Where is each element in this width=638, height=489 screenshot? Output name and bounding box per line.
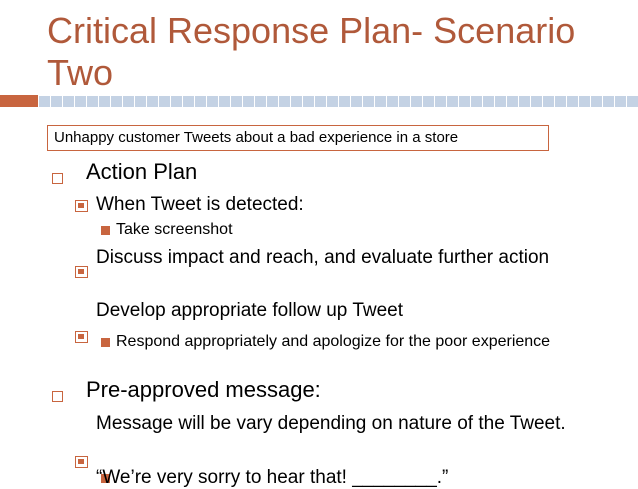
bullet-level2: When Tweet is detected: — [96, 194, 304, 215]
bullet-level1: Action Plan — [86, 159, 198, 184]
bullet-square-icon — [75, 266, 88, 278]
bullet-level2: Discuss impact and reach, and evaluate further action — [96, 247, 550, 268]
bullet-square-icon — [75, 331, 88, 343]
bullet-level2: Message will be vary depending on nature of the Tweet. — [96, 413, 566, 434]
slide-title: Critical Response Plan- Scenario Two — [47, 10, 576, 93]
bullet-outline-square-icon — [52, 391, 63, 402]
bullet-outline-square-icon — [52, 173, 63, 184]
scenario-subtitle: Unhappy customer Tweets about a bad experience in a store — [47, 125, 549, 151]
bullet-filled-square-icon — [101, 226, 110, 235]
bullet-filled-square-icon — [101, 338, 110, 347]
bullet-square-icon — [75, 200, 88, 212]
bullet-level3: “We’re very sorry to hear that! ________.” — [96, 467, 449, 488]
bullet-level3: Take screenshot — [116, 221, 233, 238]
accent-band-left — [0, 95, 38, 107]
accent-band-right — [38, 95, 638, 107]
bullet-level1: Pre-approved message: — [86, 377, 321, 402]
bullet-level3: Respond appropriately and apologize for the poor experience — [116, 333, 551, 350]
bullet-square-icon — [75, 456, 88, 468]
bullet-level2: Develop appropriate follow up Tweet — [96, 300, 404, 321]
